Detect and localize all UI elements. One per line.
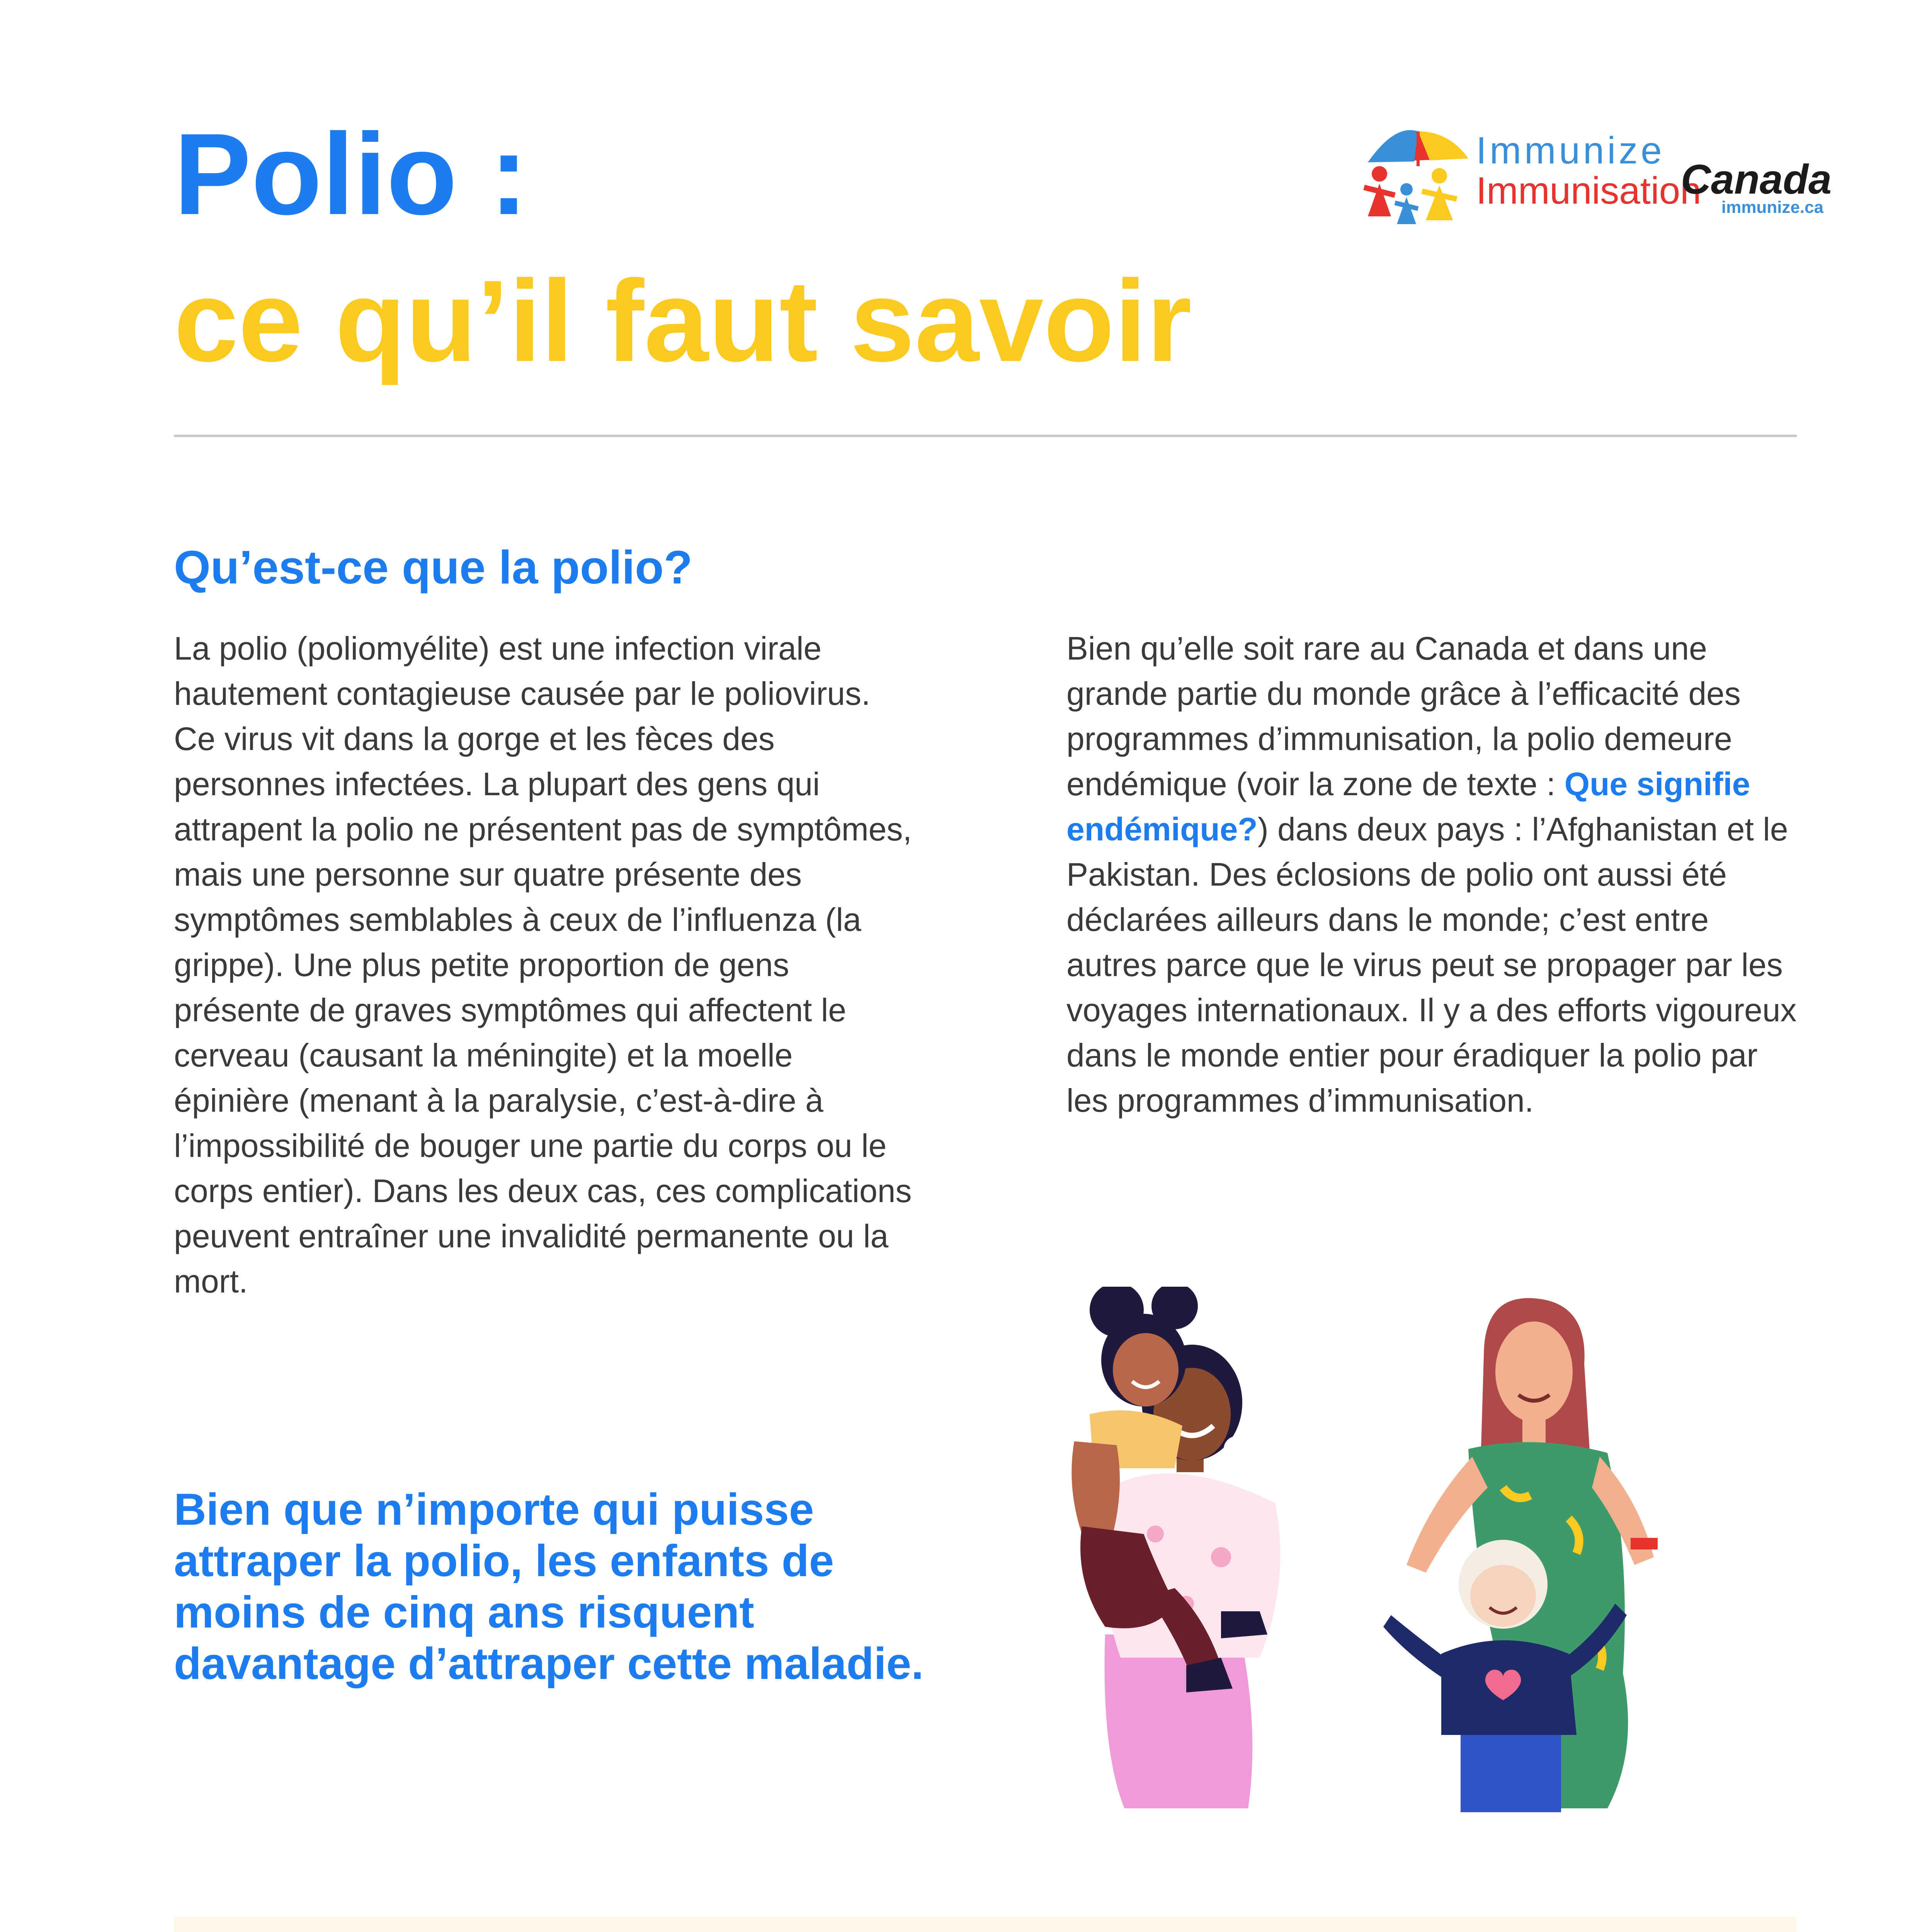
logo-line-immunize: Immunize	[1476, 129, 1665, 172]
immunize-canada-logo	[1352, 116, 1832, 232]
endemic-paragraph-part-2: ) dans deux pays : l’Afghanistan et le Pakistan. Des éclosions de polio ont aussi été déclarées ailleurs dans le monde; c’est entre autres parce que le virus peut se propager par les voyages internationaux. Il y a des efforts vigoureux dans le monde entier pour éradiquer la polio par les programmes d’immunisation.	[1066, 811, 1797, 1119]
intro-paragraph: La polio (poliomyélite) est une infection virale hautement contagieuse causée par le poliovirus. Ce virus vit dans la gorge et les fèces des personnes infectées. La plupart des gens qui attrapent la polio ne présentent pas de symptômes, mais une personne sur quatre présente des symptômes semblables à ceux de l’influenza (la grippe). Une plus petite proportion de gens présente de graves symptômes qui affectent le cerveau (causant la méningite) et la moelle épinière (menant à la paralysie, c’est-à-dire à l’impossibilité de bouger une partie du corps ou le corps entier). Dans les deux cas, ces complications peuvent entraîner une invalidité permanente ou la mort.	[174, 630, 912, 1299]
logo-country: Canada	[1681, 156, 1832, 202]
logo-website: immunize.ca	[1721, 198, 1824, 217]
endemic-callout-box	[174, 1917, 1797, 1932]
pull-quote: Bien que n’importe qui puisse attraper la polio, les enfants de moins de cinq ans risquent davantage d’attraper cette maladie.	[174, 1484, 924, 1689]
logo-line-immunisation: Immunisation	[1476, 169, 1701, 212]
family-illustration	[1059, 1287, 1747, 1820]
right-column	[1066, 626, 1801, 1123]
section-heading-what-is-polio: Qu’est-ce que la polio?	[174, 541, 693, 594]
umbrella-family-icon	[1352, 116, 1476, 232]
logo-wordmark	[1476, 129, 1701, 212]
header-divider	[174, 435, 1797, 437]
left-column	[174, 626, 916, 1304]
page-title-line-2: ce qu’il faut savoir	[174, 256, 1192, 386]
endemic-paragraph-part-1: Bien qu’elle soit rare au Canada et dans une grande partie du monde grâce à l’efficacité des programmes d’immunisation, la polio demeure endémique (voir la zone de texte :	[1066, 630, 1741, 802]
endemic-callout-reference: Que signifie endémique?	[1066, 766, 1750, 847]
endemic-paragraph	[1066, 626, 1801, 1123]
page-title-line-1: Polio :	[174, 109, 528, 239]
